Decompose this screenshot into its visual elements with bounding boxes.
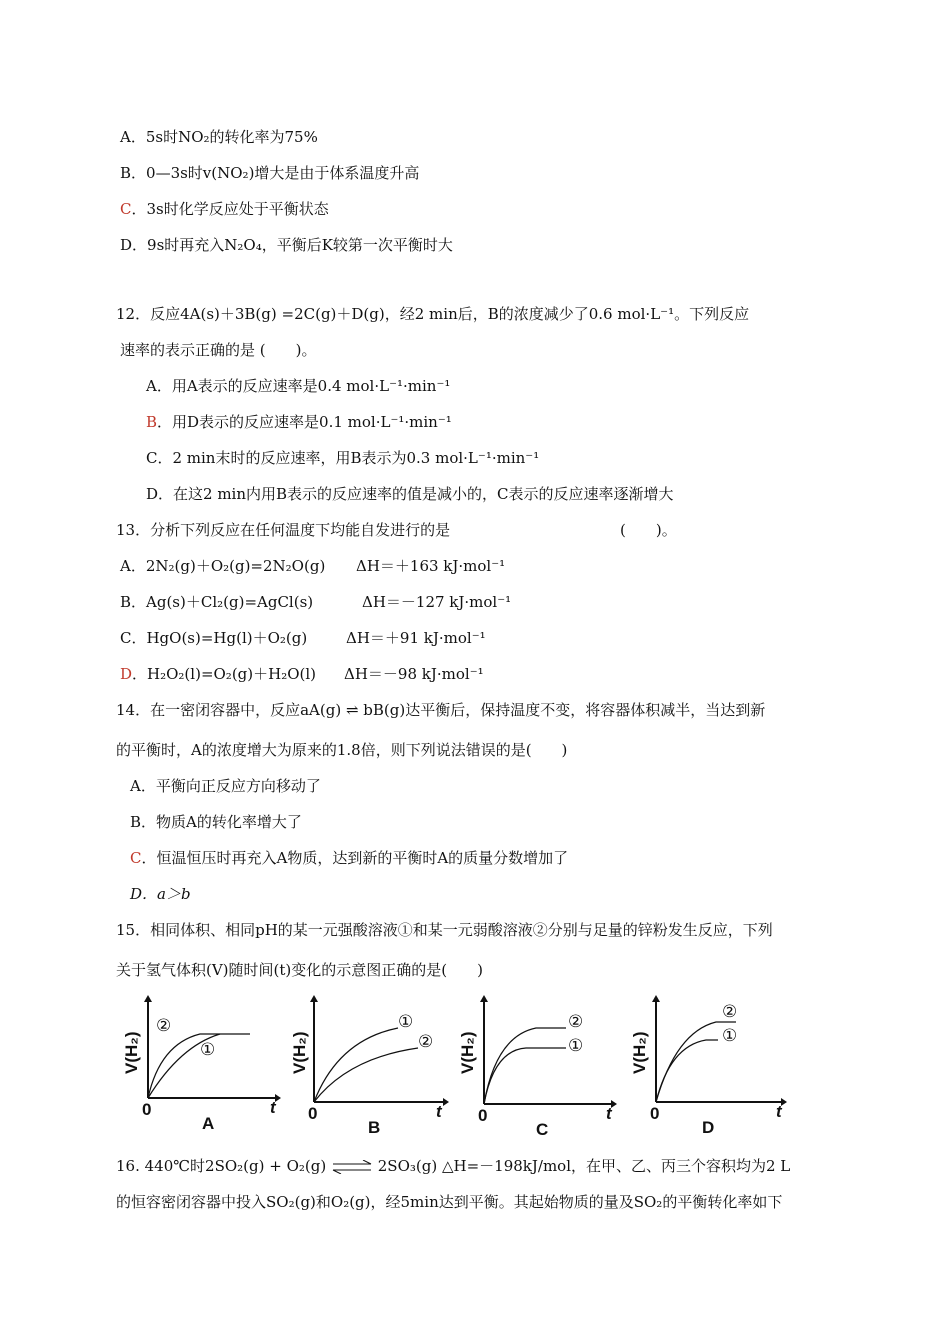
q14-option-c — [130, 848, 568, 868]
origin-label: 0 — [308, 1104, 318, 1123]
y-axis-label: V(H₂) — [122, 1031, 141, 1074]
curve-weak-acid — [314, 1048, 418, 1102]
answer-letter: D — [120, 665, 133, 683]
y-axis-label: V(H₂) — [290, 1031, 309, 1074]
q12-option-c: C．2 min末时的反应速率，用B表示为0.3 mol·L⁻¹·min⁻¹ — [146, 449, 540, 467]
curve-mark-1: ① — [200, 1040, 216, 1060]
y-axis-arrow — [480, 995, 488, 1002]
answer-letter: C — [130, 849, 142, 867]
option-text: ．3s时化学反应处于平衡状态 — [131, 200, 329, 218]
reaction-products: 2SO₃(g) △H=－198kJ/mol，在甲、乙、丙三个容积均为2 L — [377, 1157, 791, 1175]
curve-mark-1: ① — [398, 1012, 414, 1032]
curve-weak-acid — [484, 1028, 566, 1104]
origin-label: 0 — [478, 1106, 488, 1125]
q13-answer-blank: ( )。 — [620, 521, 677, 539]
curve-strong-acid — [656, 1040, 718, 1102]
x-axis-arrow — [443, 1098, 449, 1106]
q13-option-b: B．Ag(s)＋Cl₂(g)=AgCl(s) — [120, 593, 314, 611]
answer-letter: C — [120, 200, 132, 218]
origin-label: 0 — [142, 1100, 152, 1119]
x-axis-label: t — [606, 1104, 612, 1123]
q13-stem: 13．分析下列反应在任何温度下均能自发进行的是 — [116, 521, 451, 539]
q13-option-c-enthalpy: ΔH＝＋91 kJ·mol⁻¹ — [346, 629, 486, 647]
option-text: ．用D表示的反应速率是0.1 mol·L⁻¹·min⁻¹ — [157, 413, 452, 431]
q15-graph-c — [456, 992, 616, 1142]
panel-label: D — [702, 1118, 715, 1137]
q12-stem-line1: 12．反应4A(s)＋3B(g) =2C(g)＋D(g)，经2 min后，B的浓度减少了0.6 mol·L⁻¹。下列反应 — [116, 305, 750, 323]
q12-option-d: D．在这2 min内用B表示的反应速率的值是减小的，C表示的反应速率逐渐增大 — [146, 485, 674, 503]
answer-letter: B — [146, 413, 158, 431]
q11-option-b: B．0—3s时v(NO₂)增大是由于体系温度升高 — [120, 164, 420, 182]
y-axis-arrow — [144, 995, 152, 1002]
q12-option-a: A．用A表示的反应速率是0.4 mol·L⁻¹·min⁻¹ — [146, 377, 451, 395]
y-axis-arrow — [652, 995, 660, 1002]
curve-strong-acid — [314, 1028, 398, 1102]
panel-label: A — [202, 1114, 215, 1133]
x-axis-label: t — [776, 1102, 782, 1121]
panel-label: C — [536, 1120, 549, 1139]
q13-option-d — [120, 664, 316, 684]
curve-mark-2: ② — [156, 1016, 172, 1036]
origin-label: 0 — [650, 1104, 660, 1123]
curve-mark-1: ① — [568, 1036, 584, 1056]
y-axis-arrow — [310, 995, 318, 1002]
q14-option-d: D．a＞b — [130, 885, 191, 903]
q15-graph-d — [626, 992, 786, 1142]
reaction-reactants: 16. 440℃时2SO₂(g) + O₂(g) — [116, 1157, 327, 1175]
q13-option-b-enthalpy: ΔH＝－127 kJ·mol⁻¹ — [362, 593, 512, 611]
x-axis-label: t — [436, 1102, 442, 1121]
q15-graph-a — [120, 992, 280, 1142]
q16-stem-line2: 的恒容密闭容器中投入SO₂(g)和O₂(g)，经5min达到平衡。其起始物质的量及SO₂的平衡转化率如下 — [116, 1193, 783, 1211]
q12-stem-line2: 速率的表示正确的是 ( )。 — [120, 341, 317, 359]
curve-mark-2: ② — [722, 1002, 738, 1022]
option-text: ．恒温恒压时再充入A物质，达到新的平衡时A的质量分数增加了 — [141, 849, 569, 867]
q13-option-c: C．HgO(s)=Hg(l)＋O₂(g) — [120, 629, 308, 647]
q14-stem-line1: 14．在一密闭容器中，反应aA(g) ⇌ bB(g)达平衡后，保持温度不变，将容器体积减半，当达到新 — [116, 701, 766, 719]
q13-option-d-enthalpy: ΔH＝－98 kJ·mol⁻¹ — [344, 665, 484, 683]
y-axis-label: V(H₂) — [630, 1031, 649, 1074]
q15-stem-line2: 关于氢气体积(V)随时间(t)变化的示意图正确的是( ) — [116, 961, 483, 979]
q14-option-a: A．平衡向正反应方向移动了 — [130, 777, 321, 795]
option-text: ．H₂O₂(l)=O₂(g)＋H₂O(l) — [132, 665, 317, 683]
q14-option-b: B．物质A的转化率增大了 — [130, 813, 302, 831]
q15-stem-line1: 15．相同体积、相同pH的某一元强酸溶液①和某一元弱酸溶液②分别与足量的锌粉发生反应，下列 — [116, 921, 773, 939]
q11-option-a: A．5s时NO₂的转化率为75% — [120, 128, 318, 146]
q11-option-c — [120, 199, 329, 219]
y-axis-label: V(H₂) — [458, 1031, 477, 1074]
curve-mark-2: ② — [418, 1032, 434, 1052]
q14-stem-line2: 的平衡时，A的浓度增大为原来的1.8倍，则下列说法错误的是( ) — [116, 741, 568, 759]
curve-strong-acid — [484, 1048, 566, 1104]
curve-mark-1: ① — [722, 1026, 738, 1046]
q15-graph-b — [288, 992, 448, 1142]
q16-stem-line1 — [116, 1156, 790, 1176]
q13-option-a-enthalpy: ΔH＝＋163 kJ·mol⁻¹ — [356, 557, 506, 575]
q12-option-b — [146, 412, 452, 432]
panel-label: B — [368, 1118, 381, 1137]
curve-mark-2: ② — [568, 1012, 584, 1032]
equilibrium-arrow-icon — [331, 1160, 373, 1174]
q13-option-a: A．2N₂(g)＋O₂(g)=2N₂O(g) — [120, 557, 326, 575]
q11-option-d: D．9s时再充入N₂O₄，平衡后K较第一次平衡时大 — [120, 236, 453, 254]
x-axis-label: t — [270, 1098, 276, 1117]
